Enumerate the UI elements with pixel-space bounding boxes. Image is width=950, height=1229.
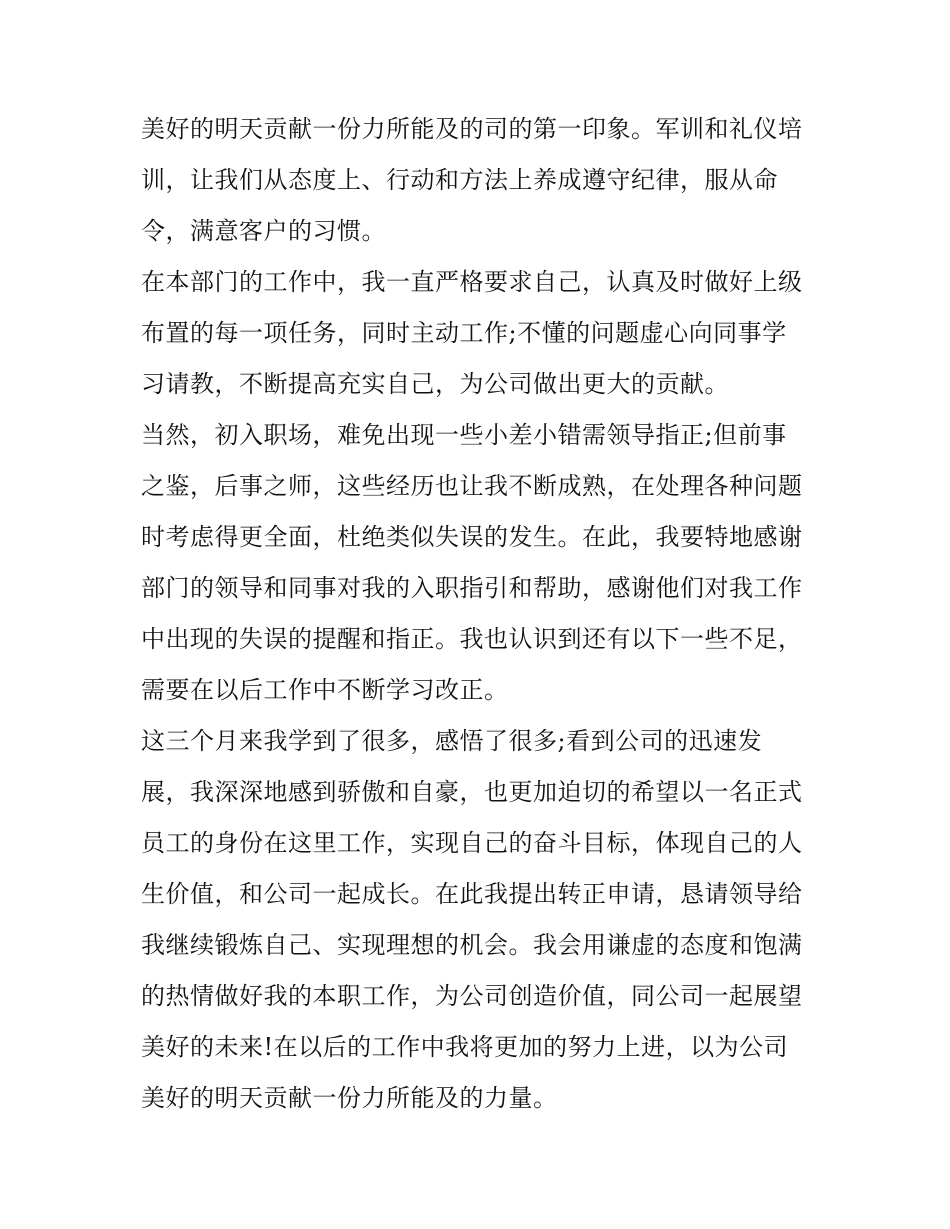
- text-line: 员工的身份在这里工作，实现自己的奋斗目标，体现自己的人: [141, 829, 803, 857]
- text-line: 美好的明天贡献一份力所能及的司的第一印象。军训和礼仪培: [141, 115, 803, 143]
- text-line: 当然，初入职场，难免出现一些小差小错需领导指正;但前事: [141, 421, 787, 449]
- text-line: 中出现的失误的提醒和指正。我也认识到还有以下一些不足，: [141, 625, 803, 653]
- text-line: 布置的每一项任务，同时主动工作;不懂的问题虚心向同事学: [141, 319, 787, 347]
- text-line: 美好的未来!在以后的工作中我将更加的努力上进，以为公司: [141, 1033, 789, 1061]
- text-line: 时考虑得更全面，杜绝类似失误的发生。在此，我要特地感谢: [141, 523, 803, 551]
- text-line: 这三个月来我学到了很多，感悟了很多;看到公司的迅速发: [141, 727, 763, 755]
- text-line: 需要在以后工作中不断学习改正。: [141, 676, 509, 704]
- text-line: 部门的领导和同事对我的入职指引和帮助，感谢他们对我工作: [141, 574, 803, 602]
- text-line: 训，让我们从态度上、行动和方法上养成遵守纪律，服从命: [141, 166, 778, 194]
- text-line: 之鉴，后事之师，这些经历也让我不断成熟，在处理各种问题: [141, 472, 803, 500]
- text-line: 我继续锻炼自己、实现理想的机会。我会用谦虚的态度和饱满: [141, 931, 803, 959]
- text-line: 在本部门的工作中，我一直严格要求自己，认真及时做好上级: [141, 268, 803, 296]
- text-line: 美好的明天贡献一份力所能及的力量。: [141, 1084, 558, 1112]
- text-line: 习请教，不断提高充实自己，为公司做出更大的贡献。: [141, 370, 729, 398]
- text-line: 生价值，和公司一起成长。在此我提出转正申请，恳请领导给: [141, 880, 803, 908]
- document-body: [141, 104, 821, 1124]
- text-line: 的热情做好我的本职工作，为公司创造价值，同公司一起展望: [141, 982, 803, 1010]
- text-line: 展，我深深地感到骄傲和自豪，也更加迫切的希望以一名正式: [141, 778, 803, 806]
- text-line: 令，满意客户的习惯。: [141, 217, 386, 245]
